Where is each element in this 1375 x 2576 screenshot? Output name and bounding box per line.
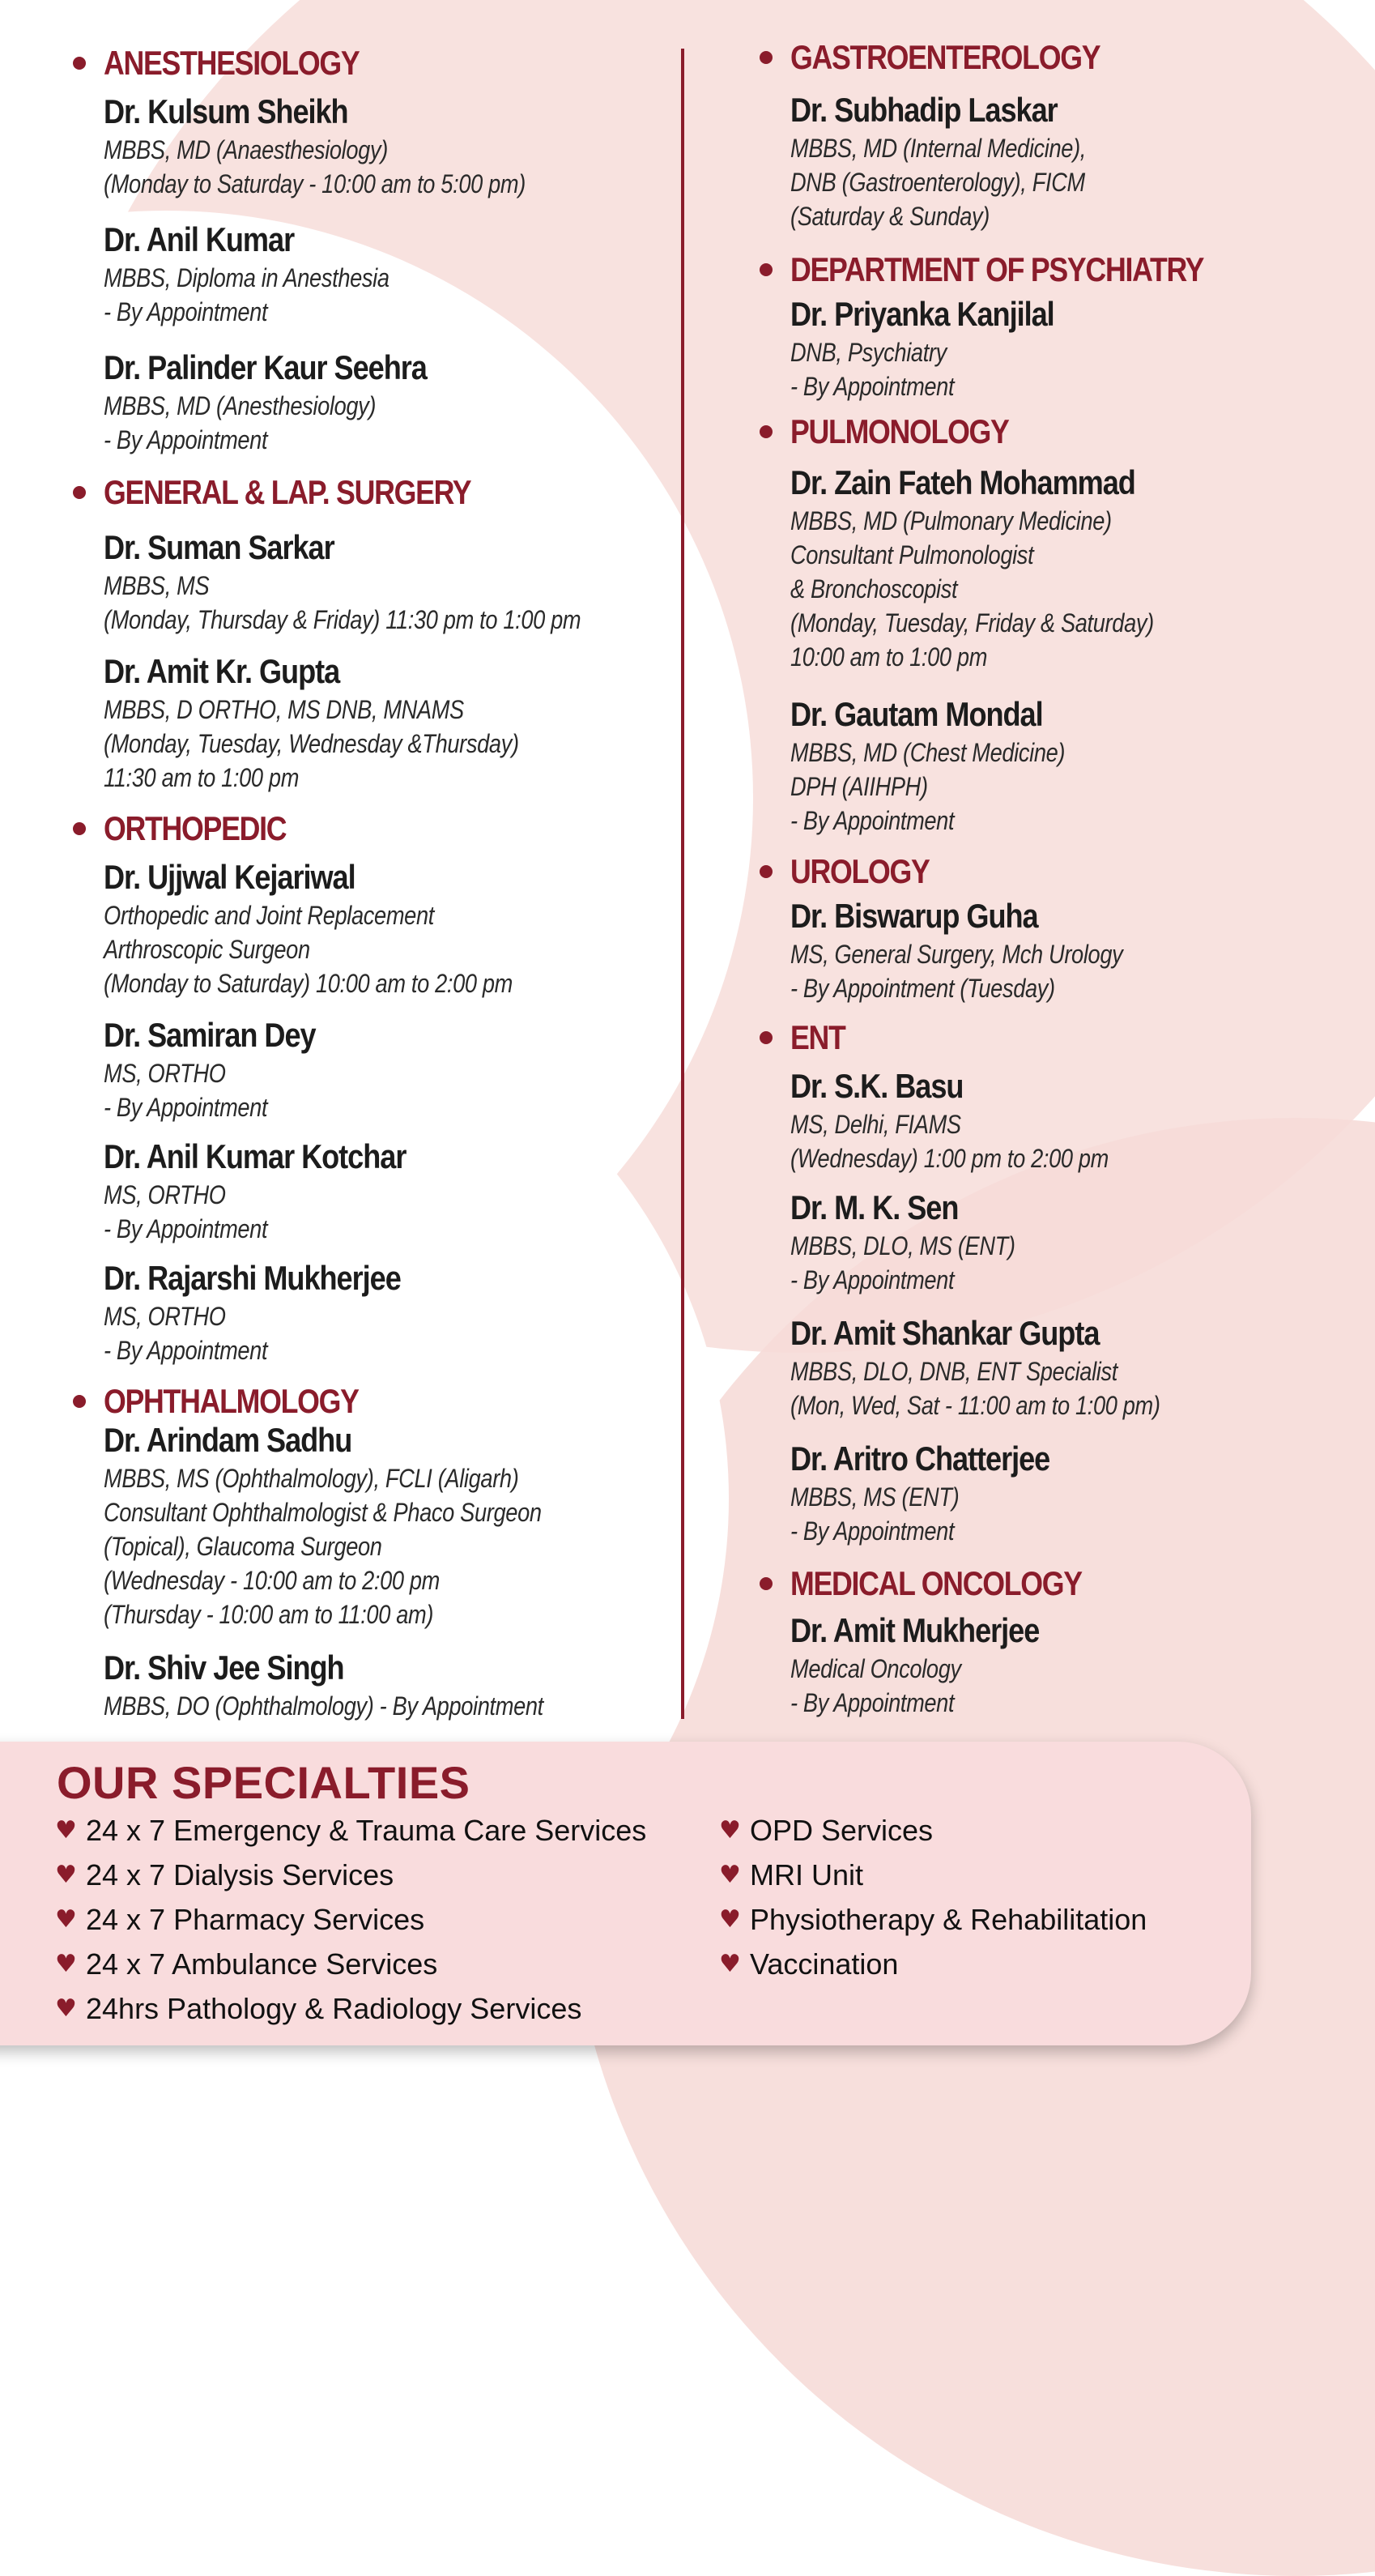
doctor-detail: (Monday, Tuesday, Wednesday &Thursday) — [104, 729, 519, 758]
department-orthopedic — [73, 806, 318, 851]
heart-icon: ♥ — [719, 1905, 741, 1934]
doctor-entry — [104, 1257, 449, 1367]
doctor-name: Dr. Amit Shankar Gupta — [790, 1314, 1100, 1352]
doctor-detail: MS, ORTHO — [104, 1059, 226, 1088]
department-title: MEDICAL ONCOLOGY — [790, 1564, 1082, 1602]
specialty-item — [719, 1897, 1147, 1942]
bullet-icon — [760, 263, 773, 276]
doctor-detail: (Monday to Saturday - 10:00 am to 5:00 pm) — [104, 169, 526, 198]
department-urology — [760, 849, 954, 894]
department-ent — [760, 1015, 855, 1060]
doctor-detail: - By Appointment (Tuesday) — [790, 974, 1055, 1003]
doctor-name: Dr. Amit Mukherjee — [790, 1611, 1040, 1649]
department-title: UROLOGY — [790, 852, 930, 890]
bullet-icon — [760, 1577, 773, 1590]
specialty-label: MRI Unit — [750, 1857, 864, 1891]
doctor-entry — [790, 1187, 1055, 1297]
doctor-name: Dr. Samiran Dey — [104, 1016, 316, 1054]
department-gastroenterology — [760, 35, 1155, 80]
specialty-label: Physiotherapy & Rehabilitation — [750, 1902, 1147, 1936]
doctor-detail: - By Appointment — [104, 1093, 268, 1122]
doctor-detail: DNB (Gastroenterology), FICM — [790, 168, 1085, 197]
heart-icon: ♥ — [55, 1994, 77, 2023]
specialty-item — [55, 1986, 646, 2031]
specialty-label: 24 x 7 Pharmacy Services — [86, 1902, 425, 1936]
doctor-name: Dr. Subhadip Laskar — [790, 91, 1058, 129]
department-title: GENERAL & LAP. SURGERY — [104, 473, 471, 511]
doctor-entry — [104, 527, 665, 637]
specialty-item — [719, 1853, 1147, 1897]
doctor-name: Dr. Biswarup Guha — [790, 897, 1038, 935]
heart-icon: ♥ — [55, 1950, 77, 1978]
department-title: ORTHOPEDIC — [104, 809, 287, 847]
department-title: OPHTHALMOLOGY — [104, 1382, 359, 1420]
doctor-name: Dr. Palinder Kaur Seehra — [104, 348, 427, 386]
department-heading — [760, 849, 954, 894]
specialties-list-right — [719, 1808, 1147, 1986]
specialty-label: Vaccination — [750, 1947, 899, 1981]
specialties-title: OUR SPECIALTIES — [57, 1757, 470, 1808]
doctor-detail: - By Appointment — [790, 1688, 955, 1717]
doctor-entry — [790, 89, 1138, 233]
doctor-name: Dr. M. K. Sen — [790, 1188, 959, 1226]
doctor-name: Dr. Aritro Chatterjee — [790, 1439, 1050, 1478]
bullet-icon — [73, 486, 86, 499]
doctor-entry — [104, 650, 592, 795]
bullet-icon — [760, 51, 773, 64]
doctor-entry — [790, 693, 1113, 838]
doctor-detail: (Wednesday) 1:00 pm to 2:00 pm — [790, 1144, 1109, 1173]
heart-icon: ♥ — [55, 1861, 77, 1889]
doctor-detail: MS, Delhi, FIAMS — [790, 1110, 961, 1139]
doctor-detail: MBBS, MS (Ophthalmology), FCLI (Aligarh) — [104, 1464, 519, 1493]
department-heading — [760, 1015, 855, 1060]
doctor-detail: (Saturday & Sunday) — [790, 202, 990, 231]
specialty-item — [55, 1853, 646, 1897]
doctor-entry — [104, 347, 479, 457]
department-title: DEPARTMENT OF PSYCHIATRY — [790, 250, 1204, 288]
heart-icon: ♥ — [719, 1950, 741, 1978]
doctor-detail: MBBS, MS (ENT) — [790, 1482, 960, 1512]
specialty-label: 24 x 7 Dialysis Services — [86, 1857, 394, 1891]
department-ophthalmology — [73, 1379, 403, 1424]
specialty-item — [719, 1942, 1147, 1986]
specialty-item — [55, 1808, 646, 1853]
doctor-detail: - By Appointment — [790, 372, 955, 401]
department-title: ENT — [790, 1018, 845, 1056]
doctor-detail: 10:00 am to 1:00 pm — [790, 642, 988, 672]
doctor-name: Dr. Arindam Sadhu — [104, 1421, 352, 1459]
doctor-detail: - By Appointment — [104, 1214, 268, 1243]
doctor-name: Dr. Anil Kumar — [104, 220, 295, 258]
specialty-label: 24 x 7 Emergency & Trauma Care Services — [86, 1813, 647, 1847]
department-heading — [760, 35, 1155, 80]
specialty-item — [55, 1897, 646, 1942]
doctor-detail: (Monday, Thursday & Friday) 11:30 pm to 1:00 pm — [104, 605, 581, 634]
doctor-detail: - By Appointment — [104, 425, 268, 454]
department-heading — [760, 247, 1276, 292]
bullet-icon — [760, 425, 773, 438]
bullet-icon — [73, 57, 86, 70]
doctor-detail: MBBS, Diploma in Anesthesia — [104, 263, 390, 292]
doctor-detail: Medical Oncology — [790, 1654, 961, 1683]
doctor-detail: DPH (AIIHPH) — [790, 772, 928, 801]
doctor-entry — [104, 1136, 455, 1246]
department-medical-oncology — [760, 1561, 1133, 1606]
department-heading — [760, 1561, 1133, 1606]
doctor-detail: (Mon, Wed, Sat - 11:00 am to 1:00 pm) — [790, 1391, 1160, 1420]
department-title: PULMONOLOGY — [790, 412, 1009, 450]
doctor-detail: (Topical), Glaucoma Surgeon — [104, 1532, 382, 1561]
department-title: ANESTHESIOLOGY — [104, 44, 360, 82]
doctor-detail: 11:30 am to 1:00 pm — [104, 763, 300, 792]
doctor-name: Dr. Rajarshi Mukherjee — [104, 1259, 401, 1297]
column-divider — [681, 49, 684, 1719]
department-pulmonology — [760, 409, 1047, 454]
specialty-item — [55, 1942, 646, 1986]
doctor-detail: MBBS, D ORTHO, MS DNB, MNAMS — [104, 695, 464, 724]
doctor-detail: MS, ORTHO — [104, 1180, 226, 1209]
doctor-entry — [104, 1419, 619, 1631]
specialty-label: 24hrs Pathology & Radiology Services — [86, 1991, 582, 2025]
doctor-entry — [104, 856, 585, 1000]
doctor-entry — [790, 1312, 1225, 1422]
doctor-name: Dr. Kulsum Sheikh — [104, 92, 348, 130]
doctor-detail: - By Appointment — [790, 1265, 955, 1294]
bullet-icon — [73, 1395, 86, 1408]
doctor-detail: Orthopedic and Joint Replacement — [104, 901, 434, 930]
doctor-detail: MBBS, DLO, MS (ENT) — [790, 1231, 1015, 1260]
doctor-name: Dr. Suman Sarkar — [104, 528, 334, 566]
specialties-list-left — [55, 1808, 646, 2031]
doctor-detail: (Wednesday - 10:00 am to 2:00 pm — [104, 1566, 440, 1595]
doctor-detail: Consultant Ophthalmologist & Phaco Surgeon — [104, 1498, 542, 1527]
doctor-detail: MBBS, DLO, DNB, ENT Specialist — [790, 1357, 1117, 1386]
doctor-name: Dr. Anil Kumar Kotchar — [104, 1137, 407, 1175]
doctor-entry — [104, 91, 600, 201]
specialty-item — [719, 1808, 1147, 1853]
doctor-name: Dr. Zain Fateh Mohammad — [790, 463, 1135, 501]
doctor-detail: MBBS, MD (Anesthesiology) — [104, 391, 377, 420]
doctor-detail: (Monday, Tuesday, Friday & Saturday) — [790, 608, 1154, 638]
doctor-detail: MBBS, MD (Chest Medicine) — [790, 738, 1066, 767]
department-heading — [73, 1379, 403, 1424]
doctor-detail: - By Appointment — [104, 297, 268, 326]
department-heading — [73, 806, 318, 851]
doctor-entry — [790, 293, 1097, 403]
heart-icon: ♥ — [719, 1861, 741, 1889]
doctor-entry — [790, 1610, 1079, 1720]
heart-icon: ♥ — [719, 1816, 741, 1845]
doctor-detail: MS, General Surgery, Mch Urology — [790, 940, 1123, 969]
department-title: GASTROENTEROLOGY — [790, 38, 1100, 76]
doctor-detail: MBBS, DO (Ophthalmology) - By Appointment — [104, 1691, 543, 1721]
doctor-detail: Arthroscopic Surgeon — [104, 935, 310, 964]
doctor-detail: MBBS, MD (Anaesthesiology) — [104, 135, 388, 164]
doctor-detail: - By Appointment — [790, 1516, 955, 1546]
specialty-label: OPD Services — [750, 1813, 934, 1847]
doctor-entry — [790, 1065, 1164, 1175]
doctor-detail: (Monday to Saturday) 10:00 am to 2:00 pm — [104, 969, 513, 998]
doctor-entry — [790, 895, 1181, 1005]
department-general-lap-surgery — [73, 470, 535, 515]
bullet-icon — [73, 822, 86, 835]
specialty-label: 24 x 7 Ambulance Services — [86, 1947, 438, 1981]
department-anesthesiology — [73, 41, 404, 86]
doctor-detail: (Thursday - 10:00 am to 11:00 am) — [104, 1600, 434, 1629]
department-department-of-psychiatry — [760, 247, 1276, 292]
doctor-entry — [104, 1647, 621, 1723]
doctor-detail: - By Appointment — [790, 806, 955, 835]
doctor-name: Dr. Gautam Mondal — [790, 695, 1043, 733]
doctor-name: Dr. S.K. Basu — [790, 1067, 964, 1105]
doctor-entry — [104, 219, 440, 329]
doctor-entry — [790, 462, 1218, 674]
heart-icon: ♥ — [55, 1905, 77, 1934]
doctor-entry — [104, 1014, 350, 1124]
doctor-name: Dr. Amit Kr. Gupta — [104, 652, 340, 690]
doctor-detail: MS, ORTHO — [104, 1302, 226, 1331]
doctor-detail: Consultant Pulmonologist — [790, 540, 1034, 569]
bullet-icon — [760, 865, 773, 878]
department-heading — [73, 41, 404, 86]
doctor-detail: MBBS, MS — [104, 571, 210, 600]
doctor-name: Dr. Ujjwal Kejariwal — [104, 858, 355, 896]
department-heading — [73, 470, 535, 515]
doctor-detail: - By Appointment — [104, 1336, 268, 1365]
doctor-name: Dr. Priyanka Kanjilal — [790, 295, 1054, 333]
heart-icon: ♥ — [55, 1816, 77, 1845]
doctor-detail: MBBS, MD (Internal Medicine), — [790, 134, 1087, 163]
doctor-detail: DNB, Psychiatry — [790, 338, 947, 367]
doctor-name: Dr. Shiv Jee Singh — [104, 1648, 344, 1687]
bullet-icon — [760, 1031, 773, 1044]
department-heading — [760, 409, 1047, 454]
doctor-detail: & Bronchoscopist — [790, 574, 958, 603]
doctor-entry — [790, 1438, 1092, 1548]
doctor-detail: MBBS, MD (Pulmonary Medicine) — [790, 506, 1112, 535]
